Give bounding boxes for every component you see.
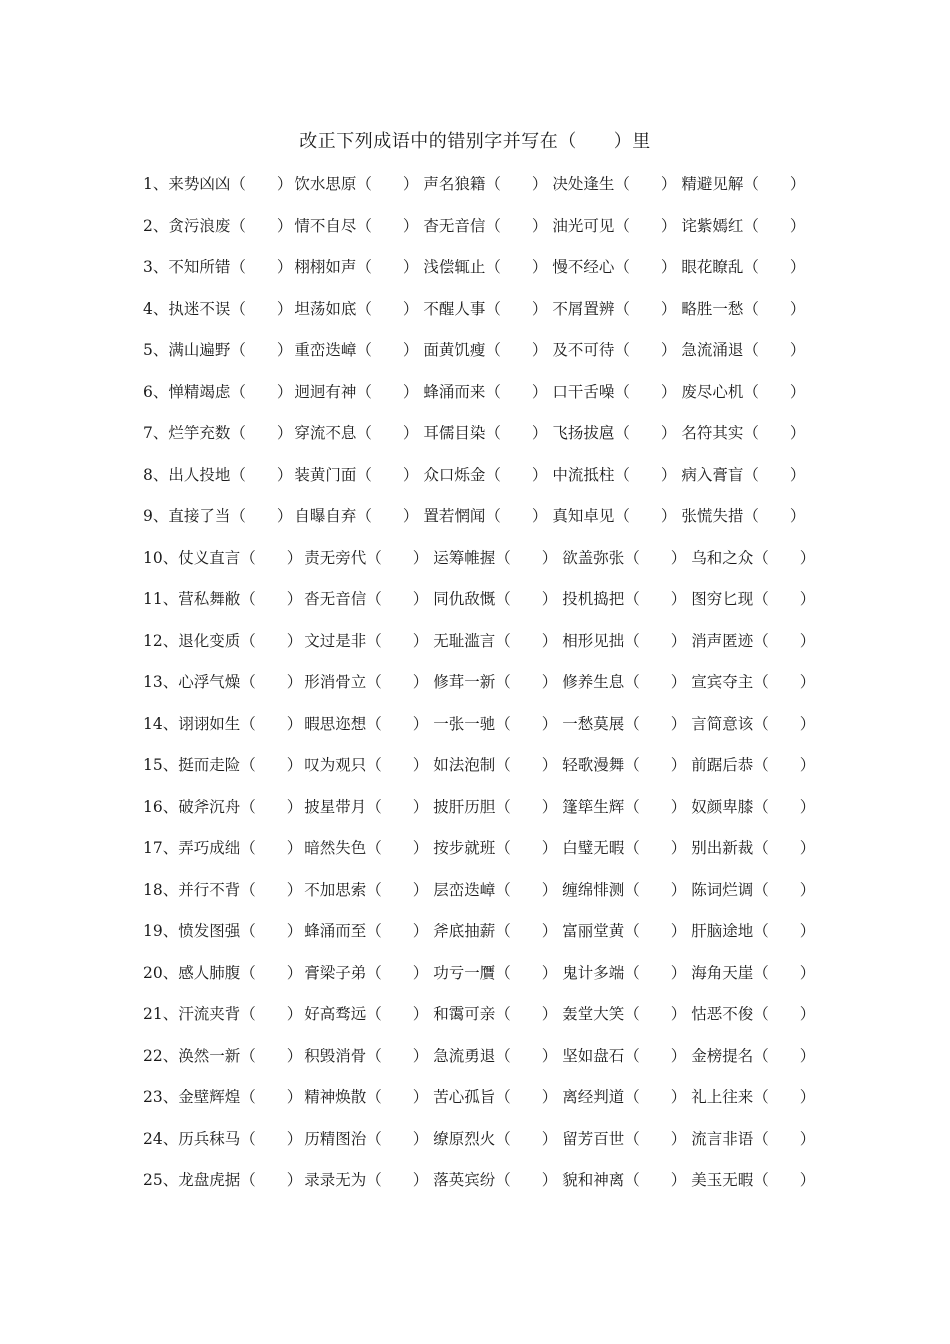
idiom-answer-item: 白璧无暇（ ） bbox=[562, 839, 687, 857]
exercise-row bbox=[143, 504, 823, 546]
exercise-row bbox=[143, 795, 823, 837]
idiom-answer-item: 轰堂大笑（ ） bbox=[562, 1005, 687, 1023]
exercise-row bbox=[143, 380, 823, 422]
idiom-answer-item: 图穷匕现（ ） bbox=[691, 590, 816, 608]
idiom-answer-item: 不醒人事（ ） bbox=[423, 299, 548, 318]
idiom-answer-item: 破斧沉舟（ ） bbox=[178, 797, 303, 816]
idiom-answer-item: 蜂涌而至（ ） bbox=[304, 922, 429, 940]
exercise-row bbox=[143, 214, 823, 256]
row-number: 5、 bbox=[143, 341, 169, 359]
row-number: 24、 bbox=[143, 1129, 179, 1148]
idiom-answer-item: 富丽堂黄（ ） bbox=[562, 922, 687, 940]
idiom-answer-item: 略胜一愁（ ） bbox=[681, 299, 806, 318]
idiom-answer-item: 慢不经心（ ） bbox=[552, 258, 677, 276]
idiom-answer-item: 惮精竭虑（ ） bbox=[168, 382, 293, 401]
idiom-answer-item: 缭原烈火（ ） bbox=[433, 1129, 558, 1148]
idiom-answer-item: 金壁辉煌（ ） bbox=[178, 1088, 303, 1106]
row-number: 20、 bbox=[143, 963, 179, 982]
exercise-row bbox=[143, 961, 823, 1003]
exercise-row bbox=[143, 919, 823, 961]
idiom-answer-item: 张慌失措（ ） bbox=[681, 507, 806, 525]
idiom-answer-item: 置若惘闻（ ） bbox=[423, 507, 548, 525]
idiom-answer-item: 栩栩如声（ ） bbox=[294, 258, 419, 276]
idiom-answer-item: 投机捣把（ ） bbox=[562, 590, 687, 608]
idiom-answer-item: 篷筚生辉（ ） bbox=[562, 797, 687, 816]
idiom-answer-item: 烂竽充数（ ） bbox=[168, 424, 293, 442]
idiom-answer-item: 诩诩如生（ ） bbox=[178, 714, 303, 733]
idiom-answer-item: 积毁消骨（ ） bbox=[304, 1046, 429, 1065]
idiom-answer-item: 斧底抽薪（ ） bbox=[433, 922, 558, 940]
idiom-answer-item: 重峦迭嶂（ ） bbox=[294, 341, 419, 359]
exercise-row bbox=[143, 1168, 823, 1210]
idiom-answer-item: 坦荡如底（ ） bbox=[294, 299, 419, 318]
row-number: 19、 bbox=[143, 922, 179, 940]
idiom-answer-item: 感人肺腹（ ） bbox=[178, 963, 303, 982]
idiom-answer-item: 众口烁金（ ） bbox=[423, 465, 548, 484]
idiom-answer-item: 层峦迭嶂（ ） bbox=[433, 880, 558, 899]
worksheet-title: 改正下列成语中的错别字并写在（ ）里 bbox=[299, 131, 651, 152]
idiom-answer-item: 龙盘虎据（ ） bbox=[178, 1171, 303, 1189]
idiom-answer-item: 营私舞敝（ ） bbox=[178, 590, 303, 608]
idiom-answer-item: 来势凶凶（ ） bbox=[168, 175, 293, 193]
idiom-answer-item: 美玉无暇（ ） bbox=[691, 1171, 816, 1189]
idiom-answer-item: 急流勇退（ ） bbox=[433, 1046, 558, 1065]
idiom-answer-item: 修茸一新（ ） bbox=[433, 673, 558, 691]
row-number: 8、 bbox=[143, 465, 169, 484]
idiom-answer-item: 出人投地（ ） bbox=[168, 465, 293, 484]
idiom-answer-item: 决处逢生（ ） bbox=[552, 175, 677, 193]
idiom-answer-item: 弄巧成绌（ ） bbox=[178, 839, 303, 857]
exercise-row bbox=[143, 878, 823, 920]
idiom-answer-item: 精避见解（ ） bbox=[681, 175, 806, 193]
idiom-answer-item: 口干舌噪（ ） bbox=[552, 382, 677, 401]
idiom-answer-item: 和霭可亲（ ） bbox=[433, 1005, 558, 1023]
idiom-answer-item: 满山遍野（ ） bbox=[168, 341, 293, 359]
idiom-answer-item: 流言非语（ ） bbox=[691, 1129, 816, 1148]
idiom-answer-item: 名符其实（ ） bbox=[681, 424, 806, 442]
row-number: 22、 bbox=[143, 1046, 179, 1065]
idiom-answer-item: 宣宾夺主（ ） bbox=[691, 673, 816, 691]
idiom-answer-item: 如法泡制（ ） bbox=[433, 756, 558, 774]
row-number: 2、 bbox=[143, 216, 169, 235]
idiom-answer-item: 面黄饥瘦（ ） bbox=[423, 341, 548, 359]
idiom-answer-item: 留芳百世（ ） bbox=[562, 1129, 687, 1148]
idiom-answer-item: 好高骛远（ ） bbox=[304, 1005, 429, 1023]
idiom-answer-item: 废尽心机（ ） bbox=[681, 382, 806, 401]
row-number: 23、 bbox=[143, 1088, 179, 1106]
idiom-answer-item: 欲盖弥张（ ） bbox=[562, 548, 687, 567]
row-number: 18、 bbox=[143, 880, 179, 899]
idiom-answer-item: 披星带月（ ） bbox=[304, 797, 429, 816]
idiom-answer-item: 形消骨立（ ） bbox=[304, 673, 429, 691]
row-number: 3、 bbox=[143, 258, 169, 276]
idiom-answer-item: 轻歌漫舞（ ） bbox=[562, 756, 687, 774]
idiom-answer-item: 别出新裁（ ） bbox=[691, 839, 816, 857]
idiom-answer-item: 眼花瞭乱（ ） bbox=[681, 258, 806, 276]
idiom-answer-item: 同仇敌慨（ ） bbox=[433, 590, 558, 608]
row-number: 11、 bbox=[143, 590, 179, 608]
idiom-answer-item: 自曝自弃（ ） bbox=[294, 507, 419, 525]
idiom-answer-item: 鬼计多端（ ） bbox=[562, 963, 687, 982]
exercise-row bbox=[143, 1085, 823, 1127]
idiom-answer-item: 一张一驰（ ） bbox=[433, 714, 558, 733]
idiom-answer-item: 言简意该（ ） bbox=[691, 714, 816, 733]
idiom-answer-item: 穿流不息（ ） bbox=[294, 424, 419, 442]
idiom-answer-item: 饮水思原（ ） bbox=[294, 175, 419, 193]
idiom-answer-item: 油光可见（ ） bbox=[552, 216, 677, 235]
row-number: 10、 bbox=[143, 548, 179, 567]
idiom-answer-item: 及不可待（ ） bbox=[552, 341, 677, 359]
exercise-row bbox=[143, 463, 823, 505]
idiom-answer-item: 缠绵悱测（ ） bbox=[562, 880, 687, 899]
idiom-answer-item: 历兵秣马（ ） bbox=[178, 1129, 303, 1148]
idiom-answer-item: 仗义直言（ ） bbox=[178, 548, 303, 567]
idiom-answer-item: 不知所错（ ） bbox=[168, 258, 293, 276]
idiom-answer-item: 中流抵柱（ ） bbox=[552, 465, 677, 484]
row-number: 9、 bbox=[143, 507, 169, 525]
row-number: 13、 bbox=[143, 673, 179, 691]
idiom-answer-item: 前踞后恭（ ） bbox=[691, 756, 816, 774]
exercise-row bbox=[143, 836, 823, 878]
idiom-answer-item: 坚如盘石（ ） bbox=[562, 1046, 687, 1065]
row-number: 25、 bbox=[143, 1171, 179, 1189]
idiom-answer-item: 装黄门面（ ） bbox=[294, 465, 419, 484]
exercise-list bbox=[143, 172, 823, 1210]
idiom-answer-item: 海角天崖（ ） bbox=[691, 963, 816, 982]
idiom-answer-item: 愤发图强（ ） bbox=[178, 922, 303, 940]
idiom-answer-item: 汗流夹背（ ） bbox=[178, 1005, 303, 1023]
row-number: 1、 bbox=[143, 175, 169, 193]
exercise-row bbox=[143, 1127, 823, 1169]
idiom-answer-item: 声名狼籍（ ） bbox=[423, 175, 548, 193]
idiom-answer-item: 蜂涌而来（ ） bbox=[423, 382, 548, 401]
idiom-answer-item: 浅偿辄止（ ） bbox=[423, 258, 548, 276]
idiom-answer-item: 肝脑途地（ ） bbox=[691, 922, 816, 940]
exercise-row bbox=[143, 255, 823, 297]
exercise-row bbox=[143, 546, 823, 588]
idiom-answer-item: 情不自尽（ ） bbox=[294, 216, 419, 235]
idiom-answer-item: 苦心孤旨（ ） bbox=[433, 1088, 558, 1106]
idiom-answer-item: 杳无音信（ ） bbox=[423, 216, 548, 235]
idiom-answer-item: 乌和之众（ ） bbox=[691, 548, 816, 567]
row-number: 7、 bbox=[143, 424, 169, 442]
idiom-answer-item: 迥迥有神（ ） bbox=[294, 382, 419, 401]
idiom-answer-item: 膏梁子弟（ ） bbox=[304, 963, 429, 982]
row-number: 14、 bbox=[143, 714, 179, 733]
idiom-answer-item: 不加思索（ ） bbox=[304, 880, 429, 899]
idiom-answer-item: 不屑置辨（ ） bbox=[552, 299, 677, 318]
idiom-answer-item: 修养生息（ ） bbox=[562, 673, 687, 691]
idiom-answer-item: 诧紫嫣红（ ） bbox=[681, 216, 806, 235]
idiom-answer-item: 金榜提名（ ） bbox=[691, 1046, 816, 1065]
idiom-answer-item: 陈词烂调（ ） bbox=[691, 880, 816, 899]
row-number: 12、 bbox=[143, 631, 179, 650]
row-number: 17、 bbox=[143, 839, 179, 857]
idiom-answer-item: 历精图治（ ） bbox=[304, 1129, 429, 1148]
exercise-row bbox=[143, 712, 823, 754]
idiom-answer-item: 一愁莫展（ ） bbox=[562, 714, 687, 733]
idiom-answer-item: 奴颜卑膝（ ） bbox=[691, 797, 816, 816]
idiom-answer-item: 执迷不误（ ） bbox=[168, 299, 293, 318]
row-number: 16、 bbox=[143, 797, 179, 816]
row-number: 6、 bbox=[143, 382, 169, 401]
idiom-answer-item: 运筹帷握（ ） bbox=[433, 548, 558, 567]
idiom-answer-item: 耳儒目染（ ） bbox=[423, 424, 548, 442]
idiom-answer-item: 消声匿迹（ ） bbox=[691, 631, 816, 650]
exercise-row bbox=[143, 1044, 823, 1086]
exercise-row bbox=[143, 587, 823, 629]
idiom-answer-item: 病入膏盲（ ） bbox=[681, 465, 806, 484]
idiom-answer-item: 沓无音信（ ） bbox=[304, 590, 429, 608]
idiom-answer-item: 心浮气燥（ ） bbox=[178, 673, 303, 691]
idiom-answer-item: 涣然一新（ ） bbox=[178, 1046, 303, 1065]
idiom-answer-item: 贪污浪废（ ） bbox=[168, 216, 293, 235]
exercise-row bbox=[143, 297, 823, 339]
idiom-answer-item: 文过是非（ ） bbox=[304, 631, 429, 650]
exercise-row bbox=[143, 1002, 823, 1044]
idiom-answer-item: 离经判道（ ） bbox=[562, 1088, 687, 1106]
exercise-row bbox=[143, 421, 823, 463]
idiom-answer-item: 挺而走险（ ） bbox=[178, 756, 303, 774]
idiom-answer-item: 叹为观只（ ） bbox=[304, 756, 429, 774]
idiom-answer-item: 按步就班（ ） bbox=[433, 839, 558, 857]
idiom-answer-item: 真知卓见（ ） bbox=[552, 507, 677, 525]
idiom-answer-item: 并行不背（ ） bbox=[178, 880, 303, 899]
exercise-row bbox=[143, 172, 823, 214]
row-number: 4、 bbox=[143, 299, 169, 318]
idiom-answer-item: 退化变质（ ） bbox=[178, 631, 303, 650]
idiom-answer-item: 披肝历胆（ ） bbox=[433, 797, 558, 816]
row-number: 21、 bbox=[143, 1005, 179, 1023]
idiom-answer-item: 飞扬拔扈（ ） bbox=[552, 424, 677, 442]
exercise-row bbox=[143, 670, 823, 712]
idiom-answer-item: 责无旁代（ ） bbox=[304, 548, 429, 567]
exercise-row bbox=[143, 338, 823, 380]
exercise-row bbox=[143, 753, 823, 795]
idiom-answer-item: 礼上往来（ ） bbox=[691, 1088, 816, 1106]
idiom-answer-item: 暇思迩想（ ） bbox=[304, 714, 429, 733]
idiom-answer-item: 功亏一贋（ ） bbox=[433, 963, 558, 982]
idiom-answer-item: 怙恶不俊（ ） bbox=[691, 1005, 816, 1023]
idiom-answer-item: 落英宾纷（ ） bbox=[433, 1171, 558, 1189]
idiom-answer-item: 录录无为（ ） bbox=[304, 1171, 429, 1189]
exercise-row bbox=[143, 629, 823, 671]
row-number: 15、 bbox=[143, 756, 179, 774]
idiom-answer-item: 无耻滥言（ ） bbox=[433, 631, 558, 650]
idiom-answer-item: 相形见拙（ ） bbox=[562, 631, 687, 650]
idiom-answer-item: 直接了当（ ） bbox=[168, 507, 293, 525]
idiom-answer-item: 急流涌退（ ） bbox=[681, 341, 806, 359]
idiom-answer-item: 精神焕散（ ） bbox=[304, 1088, 429, 1106]
idiom-answer-item: 暗然失色（ ） bbox=[304, 839, 429, 857]
idiom-answer-item: 貌和神离（ ） bbox=[562, 1171, 687, 1189]
